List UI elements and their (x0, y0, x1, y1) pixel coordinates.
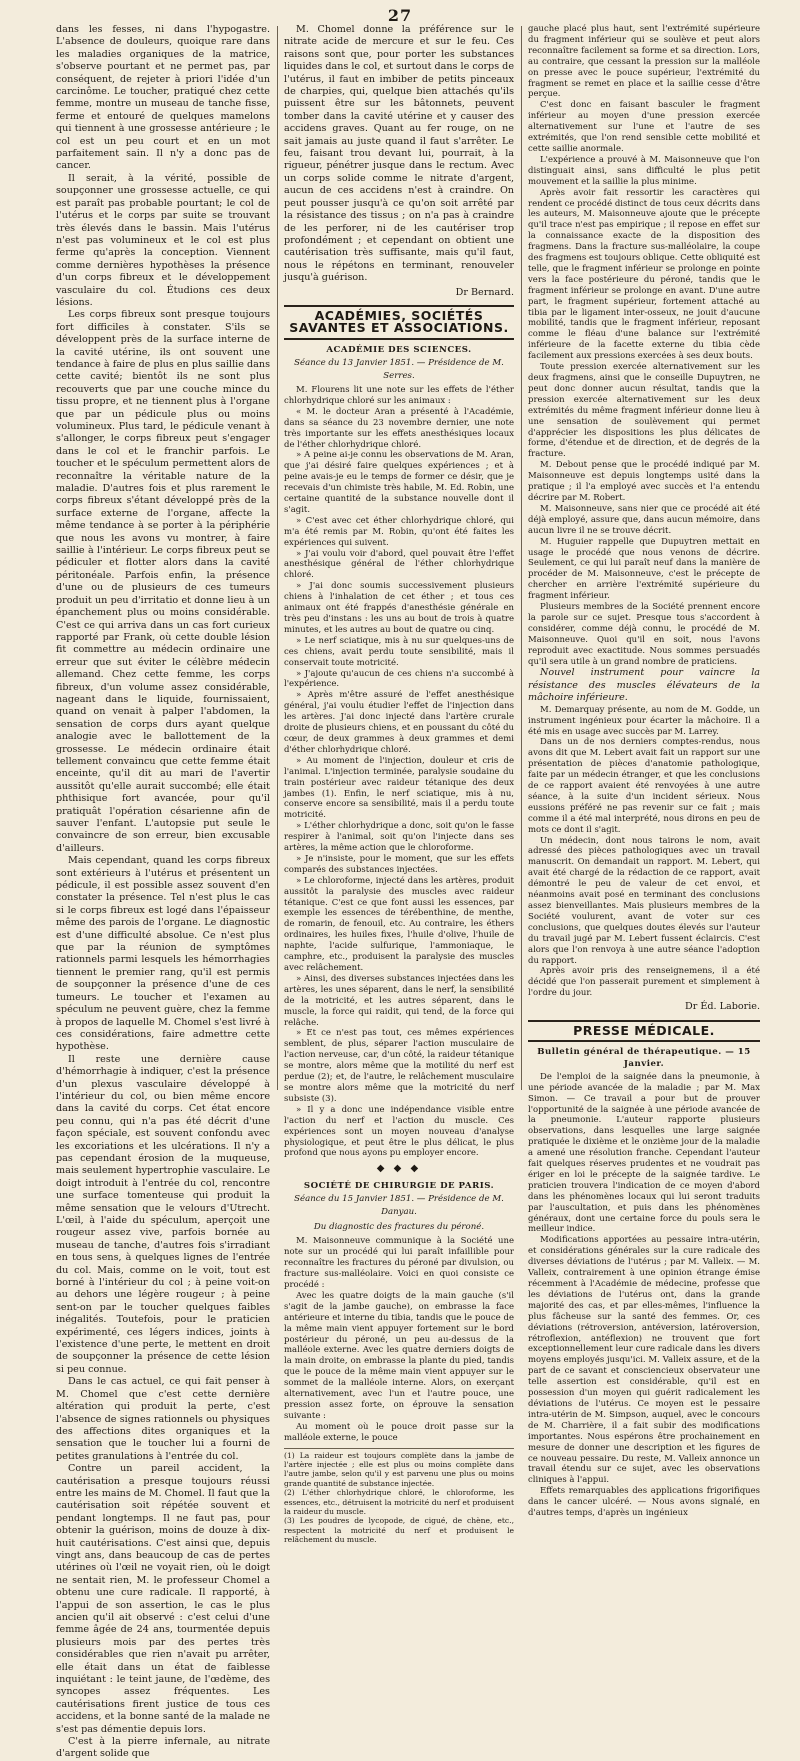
paragraph: Au moment où le pouce droit passe sur la malléole externe, le pouce (284, 1421, 514, 1443)
column-rule (521, 26, 522, 1090)
paragraph: » J'ai voulu voir d'abord, quel pouvait être l'effet anesthésique général de l'éther chlorhydrique chloré. (284, 548, 514, 581)
paragraph: Avec les quatre doigts de la main gauche (s'il s'agit de la jambe gauche), on embrasse la face antérieure et interne du tibia, tandis que le pouce de la même main vient appuyer fortement sur le bord postérieur du péroné, un peu au-dessus de la malléole externe. Avec les quatre derniers doigts de la main droite, on embrasse la plante du pied, tandis que le pouce de la même main vient appuyer sur le sommet de la malléole interne. Alors, on exerçant alternativement, avec l'un et l'autre pouce, une pression assez forte, on éprouve la sensation suivante : (284, 1290, 514, 1421)
section-banner: PRESSE MÉDICALE. (528, 1020, 760, 1042)
paragraph: M. Maisonneuve, sans nier que ce procédé ait été déjà employé, assure que, dans aucun mémoire, dans aucun livre il ne se trouve décrit. (528, 503, 760, 536)
paragraph: M. Huguier rappelle que Dupuytren mettait en usage le procédé que nous venons de décrire. Seulement, ce qui lui paraît neuf dans la manière de procéder de M. Maisonneuve, c'est le précepte de chercher en arrière l'extrémité supérieure du fragment inférieur. (528, 536, 760, 602)
session-line: Séance du 15 Janvier 1851. — Présidence de M. Danyau. (294, 1194, 504, 1217)
paragraph: M. Chomel donne la préférence sur le nitrate acide de mercure et sur le feu. Ces raisons sont que, pour porter les substances liquides dans le col, et surtout dans le corps de l'utérus, il faut en imbiber de petits pinceaux de charpies, qui, quelque bien attachés qu'ils puissent être sur les bâtonnets, peuvent tomber dans la cavité utérine et y causer des accidens graves. Quant au fer rouge, on ne sait jamais au juste quand il faut s'arrêter. Le feu, faisant trou devant lui, pourrait, à la rigueur, pénétrer jusque dans le rectum. Avec un corps solide comme le nitrate d'argent, aucun de ces accidens n'est à craindre. On peut pousser jusqu'à ce qu'on soit arrêté par la résistance des tissus ; on n'a pas à craindre de les perforer, ni de les cautériser trop profondément ; et cependant on obtient une cautérisation très suffisante, mais qu'il faut, nous le répétons en terminant, renouveler jusqu'à guérison. (284, 24, 514, 284)
column-1 (56, 24, 270, 1760)
column-2 (284, 24, 514, 1545)
paragraph: Il reste une dernière cause d'hémorrhagie à indiquer, c'est la présence d'un plexus vasculaire développé à l'intérieur du col, ou bien même encore dans la cavité du corps. Cet état encore peu connu, qui n'a pas été décrit d'une façon spéciale, est souvent confondu avec les excoriations et les ulcérations. Il n'y a pas cependant érosion de la muqueuse, mais seulement hypertrophie vasculaire. Le doigt introduit à l'entrée du col, rencontre une surface tomenteuse qui produit la même sensation que le velours d'Utrecht. L'œil, à l'aide du spéculum, aperçoit une rougeur assez vive, parfois bornée au museau de tanche, d'autres fois s'irradiant en tous sens, à quelques lignes de l'entrée du col. Mais, comme on le voit, tout est borné à l'intérieur du col ; à peine voit-on au dehors une légère rougeur ; à peine sent-on par le toucher quelques faibles inégalités. Toutefois, pour le praticien expérimenté, ces légers indices, joints à l'existence d'une perte, le mettent en droit de soupçonner la présence de cette lésion si peu connue. (56, 1053, 270, 1375)
footnote: (2) L'éther chlorhydrique chloré, le chloroforme, les essences, etc., détruisent la motricité du nerf et produisent la raideur du muscle. (284, 1488, 514, 1516)
press-review (528, 1072, 760, 1519)
paragraph: Plusieurs membres de la Société prennent encore la parole sur ce sujet. Presque tous s'accordent à considérer, comme déjà connu, le procédé de M. Maisonneuve. Quoi qu'il en soit, nous l'avons reproduit avec exactitude. Nous sommes persuadés qu'il sera utile à un grand nombre de praticiens. (528, 602, 760, 667)
society-report (284, 1236, 514, 1443)
column-3 (528, 24, 760, 1519)
paragraph: C'est à la pierre infernale, au nitrate d'argent solide que (56, 1736, 270, 1760)
society-report-continued (528, 24, 760, 667)
paragraph: Après avoir fait ressortir les caractères qui rendent ce procédé distinct de tous ceux décrits dans les auteurs, M. Maisonneuve ajoute que le précepte qu'il trace n'est pas empirique ; il repose en effet sur la connaissance exacte de la disposition des fragmens. Dans la fracture sus-malléolaire, la coupe des fragmens est toujours oblique. Cette obliquité est telle, que le fragment inférieur se prolonge en pointe vers la face postérieure du péroné, tandis que le fragment inférieur se prolonge en avant. D'une autre part, le fragment supérieur, fortement attaché au tibia par le ligament inter-osseux, ne jouit d'aucune mobilité, tandis que le fragment inférieur, reposant comme le fléau d'une balance sur l'extrémité inférieure de la facette externe du tibia cède facilement aux pressions exercées à ses deux bouts. (528, 187, 760, 362)
session-line: Séance du 13 Janvier 1851. — Présidence de M. Serres. (294, 358, 504, 381)
paragraph: » Au moment de l'injection, douleur et cris de l'animal. L'injection terminée, paralysie soudaine du train postérieur avec raideur tétanique des deux jambes (1). Enfin, le nerf sciatique, mis à nu, conserve encore sa sensibilité, mais il a perdu toute motricité. (284, 755, 514, 821)
paragraph: dans les fesses, ni dans l'hypogastre. L'absence de douleurs, quoique rare dans les maladies organiques de la matrice, s'observe pourtant et ne permet pas, par conséquent, de rejeter à priori l'idée d'un carcinôme. Le toucher, pratiqué chez cette femme, montre un museau de tanche fisse, ferme et entouré de quelques mamelons qui tiennent à une grossesse antérieure ; le col est un peu court et en un mot parfaitement sain. Il n'y a donc pas de cancer. (56, 24, 270, 172)
page-number: 27 (387, 6, 413, 25)
instrument-report (528, 705, 760, 999)
paragraph: Contre un pareil accident, la cautérisation a presque toujours réussi entre les mains de M. Chomel. Il faut que la cautérisation soit répétée souvent et pendant longtemps. Il ne faut pas, pour obtenir la guérison, moins de douze à dix-huit cautérisations. C'est ainsi que, depuis vingt ans, dans beaucoup de cas de pertes utérines où l'œil ne voyait rien, où le doigt ne sentait rien, M. le professeur Chomel a obtenu une cure radicale. Il rapporté, à l'appui de son assertion, le cas le plus ancien qu'il ait observé : c'est celui d'une femme âgée de 24 ans, tourmentée depuis plusieurs mois par des pertes très considérables que rien n'avait pu arrêter, elle était dans un état de faiblesse inquiétant : le teint jaune, de l'œdème, des syncopes assez fréquentes. Les cautérisations firent justice de tous ces accidens, et la bonne santé de la malade ne s'est pas démentie depuis lors. (56, 1463, 270, 1735)
paragraph: Effets remarquables des applications frigorifiques dans le cancer ulcéré. — Nous avons signalé, en d'autres temps, d'après un ingénieux (528, 1486, 760, 1519)
paragraph: » J'ai donc soumis successivement plusieurs chiens à l'inhalation de cet éther ; et tous ces animaux ont été frappés d'anesthésie générale en très peu d'instans : les uns au bout de trois à quatre minutes, et les autres au bout de quatre ou cinq. (284, 581, 514, 635)
paragraph: » Après m'être assuré de l'effet anesthésique général, j'ai voulu étudier l'effet de l'injection dans les artères. J'ai donc injecté dans l'artère crurale droite de plusieurs chiens, et en poussant du côté du cœur, de deux grammes à deux grammes et demi d'éther chlorhydrique chloré. (284, 690, 514, 755)
paragraph: C'est donc en faisant basculer le fragment inférieur au moyen d'une pression exercée alternativement sur l'une et l'autre de ses extrémités, que l'on rend sensible cette mobilité et cette saillie anormale. (528, 100, 760, 154)
paragraph: Après avoir pris des renseignemens, il a été décidé que l'on passerait purement et simplement à l'ordre du jour. (528, 966, 760, 999)
paragraph: M. Flourens lit une note sur les effets de l'éther chlorhydrique chloré sur les animaux : (284, 384, 514, 406)
paragraph: » Ainsi, des diverses substances injectées dans les artères, les unes séparent, dans le nerf, la sensibilité de la motricité, et les autres séparent, dans le muscle, la force qui raidit, qui tend, de la force qui relâche. (284, 973, 514, 1028)
column-rule (277, 26, 278, 1090)
paragraph: » C'est avec cet éther chlorhydrique chloré, qui m'a été remis par M. Robin, qu'ont été faites les expériences qui suivent. (284, 515, 514, 548)
signature: Dr Éd. Laborie. (685, 1001, 760, 1013)
paragraph: M. Demarquay présente, au nom de M. Godde, un instrument ingénieux pour écarter la mâchoire. Il a été mis en usage avec succès par M. Larrey. (528, 704, 760, 737)
paragraph: Dans un de nos derniers comptes-rendus, nous avons dit que M. Lebert avait fait un rapport sur une présentation de pièces d'anatomie pathologique, faite par un médecin étranger, et que les conclusions de ce rapport avaient été renvoyées à une autre séance, à la suite d'un incident sérieux. Nous eussions préféré ne pas revenir sur ce fait ; mais comme il a été mal interprété, nous dirons en peu de mots ce dont il s'agit. (528, 737, 760, 835)
paragraph: Modifications apportées au pessaire intra-utérin, et considérations générales sur la cure radicale des diverses déviations de l'utérus ; par M. Valleix. — M. Valleix, contrairement à une opinion étrange émise récemment à l'Académie de médecine, professe que les déviations de l'utérus ont, dans la grande majorité des cas, et par elles-mêmes, l'influence la plus fâcheuse sur la santé des femmes. Or, ces déviations (rétroversion, antéversion, latéroversion, rétroflexion, antéflexion) ne trouvent que fort exceptionnellement leur cure radicale dans les divers moyens employés jusqu'ici. M. Valleix assure, et de la part de ce savant et consciencieux observateur une telle assertion est considérable, qu'il est en possession d'un moyen qui guérit radicalement les déviations de l'utérus. Ce moyen est le pessaire intra-utérin de M. Simpson, auquel, avec le concours de M. Charrière, il a fait subir des modifications importantes. Nous espérons être prochainement en mesure de donner une description et les figures de ce nouveau pessaire. Du reste, M. Valleix annonce un travail étendu sur ce sujet, avec les observations cliniques à l'appui. (528, 1235, 760, 1486)
section-title: SOCIÉTÉ DE CHIRURGIE DE PARIS. (303, 1180, 495, 1191)
paragraph: Toute pression exercée alternativement sur les deux fragmens, ainsi que le conseille Dupuytren, ne peut donc donner aucun résultat, tandis que la pression exercée alternativement sur les deux extrémités du même fragment inférieur donne lieu à une sensation de soulèvement qui permet d'apprécier les dispositions les plus délicates de forme, d'étendue et de direction, et de degrés de la fracture. (528, 362, 760, 460)
footnote: (3) Les poudres de lycopode, de cigué, de chène, etc., respectent la motricité du nerf et produisent le relâchement du muscle. (284, 1516, 514, 1545)
section-title: Bulletin général de thérapeutique. — 15 Janvier. (537, 1046, 751, 1070)
paragraph: Dans le cas actuel, ce qui fait penser à M. Chomel que c'est cette dernière altération qui produit la perte, c'est l'absence de signes rationnels ou physiques des affections dites organiques et la sensation que le toucher lui a fourni de petites granulations à l'entrée du col. (56, 1376, 270, 1462)
paragraph: » Je n'insiste, pour le moment, que sur les effets comparés des substances injectées. (284, 853, 514, 875)
paragraph: » Le chloroforme, injecté dans les artères, produit aussitôt la paralysie des muscles avec raideur tétanique. C'est ce que font aussi les essences, par exemple les essences de térébenthine, de menthe, de romarin, de fenouil, etc. Au contraire, les éthers ordinaires, les huiles fixes, l'huile d'olive, l'huile de naphte, l'acide sulfurique, l'ammoniaque, le camphre, etc., produisent la paralysie des muscles avec relâchement. (284, 875, 514, 973)
article-heading: Nouvel instrument pour vaincre la résistance des muscles élévateurs de la mâchoire inférieure. (528, 667, 760, 704)
paragraph: gauche placé plus haut, sent l'extrémité supérieure du fragment inférieur qui se soulève et peut alors reconnaître facilement sa forme et sa direction. Lors, au contraire, que cessant la pression sur la malléole on presse avec le pouce supérieur, l'extrémité du fragment se remet en place et la saillie cesse d'être perçue. (528, 24, 760, 100)
paragraph: Il serait, à la vérité, possible de soupçonner une grossesse actuelle, ce qui est paraît pas probable pourtant; le col de l'utérus et le corps par suite se trouvant très élevés dans le bassin. Mais l'utérus n'est pas volumineux et le col est plus ferme qu'après la conception. Viennent comme dernières hypothèses la présence d'un corps fibreux et le développement vasculaire du col. Étudions ces deux lésions. (56, 172, 270, 308)
footnote: (1) La raideur est toujours complète dans la jambe de l'artère injectée ; elle est plus ou moins complète dans l'autre jambe, selon qu'il y est parvenu une plus ou moins grande quantité de substance injectée. (284, 1450, 514, 1488)
paragraph: Les corps fibreux sont presque toujours fort difficiles à constater. S'ils se développent près de la surface interne de la cavité utérine, ils ont souvent une tendance à faire de plus en plus saillie dans cette cavité; bientôt ils ne sont plus recouverts que par une couche mince du tissu propre, et ne tiennent plus à l'organe que par un pédicule plus ou moins volumineux. Plus tard, le pédicule venant à s'allonger, le corps fibreux peut s'engager dans le col et le franchir parfois. Le toucher et le spéculum permettent alors de reconnaître la véritable nature de la maladie. D'autres fois et plus rarement le corps fibreux s'étant développé près de la surface externe de l'organe, affecte la même tendance à se porter à la périphérie que nous les avons vu montrer, à faire saillie à l'intérieur. Le corps fibreux peut se pédiculer et flotter alors dans la cavité péritonéale. Parfois enfin, la présence d'une ou de plusieurs de ces tumeurs produit un peu d'irritatio et donne lieu à un épanchement plus ou moins considérable. C'est ce qui arriva dans un cas fort curieux rapporté par Frank, où cette double lésion fit commettre au médecin ordinaire une erreur que sut éviter le célèbre médecin allemand. Chez cette femme, les corps fibreux, d'un volume assez considérable, nageant dans le liquide, fournissaient, quand on venait à palper l'abdomen, la sensation de corps durs ayant quelque analogie avec le ballottement de la grossesse. Le médecin ordinaire était tellement convaincu que cette femme était enceinte, qu'il dit au mari de l'avertir aussitôt qu'elle aurait succombé; elle était phthisique fort avancée, pour qu'il pratiquât l'opération césarienne afin de sauver l'enfant. L'autopsie put seule le convaincre de son erreur, bien excusable d'ailleurs. (56, 309, 270, 854)
paragraph: » Il y a donc une indépendance visible entre l'action du nerf et l'action du muscle. Ces expériences sont un moyen nouveau d'analyse physiologique, et peut être le plus délicat, le plus profond que nous ayons pu employer encore. (284, 1104, 514, 1159)
section-banner: ACADÉMIES, SOCIÉTÉS SAVANTES ET ASSOCIATIONS. (284, 305, 514, 340)
paragraph: » Le nerf sciatique, mis à nu sur quelques-uns de ces chiens, avait perdu toute sensibilité, mais il conservait toute motricité. (284, 635, 514, 668)
paragraph: « M. le docteur Aran a présenté à l'Académie, dans sa séance du 23 novembre dernier, une note très importante sur les effets anesthésiques locaux de l'éther chlorhydrique chloré. (284, 406, 514, 450)
paragraph: Un médecin, dont nous tairons le nom, avait adressé des pièces pathologiques avec un travail manuscrit. On demandait un rapport. M. Lebert, qui avait été chargé de la rédaction de ce rapport, avait démontré le peu de valeur de cet envoi, et néanmoins avait posé en terminant des conclusions assez bienveillantes. Mais plusieurs membres de la Société voulurent, avant de voter sur ces conclusions, que quelques doutes élevés sur l'auteur du travail jugé par M. Lebert fussent éclaircis. C'est alors que l'on renvoya à une autre séance l'adoption du rapport. (528, 835, 760, 966)
paragraph: M. Maisonneuve communique à la Société une note sur un procédé qui lui paraît infaillible pour reconnaître les fractures du péroné par divulsion, ou fracture sus-malléolaire. Voici en quoi consiste ce procédé : (284, 1236, 514, 1290)
paragraph: » J'ajoute qu'aucun de ces chiens n'a succombé à l'expérience. (284, 668, 514, 690)
paragraph: » A peine ai-je connu les observations de M. Aran, que j'ai désiré faire quelques expériences ; et à peine avais-je eu le temps de former ce désir, que je recevais d'un chimiste très habile, M. Ed. Robin, une certaine quantité de la substance nouvelle dont il s'agit. (284, 450, 514, 515)
section-title: ACADÉMIE DES SCIENCES. (326, 344, 472, 355)
ornament-divider: ◆ ◆ ◆ (376, 1163, 422, 1175)
paragraph: Mais cependant, quand les corps fibreux sont extérieurs à l'utérus et présentent un pédicule, il est possible assez souvent d'en constater la présence. Tel n'est plus le cas si le corps fibreux est logé dans l'épaisseur même des parois de l'organe. Le diagnostic est d'une difficulté absolue. Ce n'est plus que par la réunion de symptômes rationnels parmi lesquels les hémorrhagies tiennent le premier rang, qu'il est permis de soupçonner la présence d'une de ces tumeurs. Le toucher et l'examen au spéculum ne peuvent guère, chez la femme à propos de laquelle M. Chomel s'est livré à ces considérations, faire admettre cette hypothèse. (56, 855, 270, 1053)
signature: Dr Bernard. (455, 286, 514, 298)
footnotes (284, 1448, 514, 1545)
paragraph: » L'éther chlorhydrique a donc, soit qu'on le fasse respirer à l'animal, soit qu'on l'injecte dans ses artères, la même action que le chloroforme. (284, 821, 514, 854)
article-heading: Du diagnostic des fractures du péroné. (313, 1221, 485, 1232)
paragraph: De l'emploi de la saignée dans la pneumonie, à une période avancée de la maladie ; par M. Max Simon. — Ce travail a pour but de prouver l'opportunité de la saignée à une période avancée de la pneumonie. L'auteur rapporte plusieurs observations, dans lesquelles une large saignée pratiquée le dixième et le onzième jour de la maladie a amené une résolution franche. Cependant l'auteur fait quelques réserves prudentes et ne voudrait pas ériger en loi le précepte de la saignée tardive. Le praticien trouvera l'indication de ce moyen d'abord dans les phénomènes locaux qui lui seront traduits par l'auscultation, et puis dans les phénomènes généraux, dont une certaine force du pouls sera le meilleur indice. (528, 1071, 760, 1235)
academy-report (284, 385, 514, 1159)
paragraph: L'expérience a prouvé à M. Maisonneuve que l'on distinguait ainsi, sans difficulté le plus petit mouvement et la saillie la plus minime. (528, 154, 760, 187)
paragraph: M. Debout pense que le procédé indiqué par M. Maisonneuve est depuis longtemps usité dans la pratique ; il l'a employé avec succès et l'a entendu décrire par M. Robert. (528, 460, 760, 503)
paragraph: » Et ce n'est pas tout, ces mêmes expériences semblent, de plus, séparer l'action musculaire de l'action nerveuse, car, d'un côté, la raideur tétanique se montre, alors même que la motilité du nerf est perdue (2); et, de l'autre, le relâchement musculaire se montre alors même que la motricité du nerf subsiste (3). (284, 1028, 514, 1104)
